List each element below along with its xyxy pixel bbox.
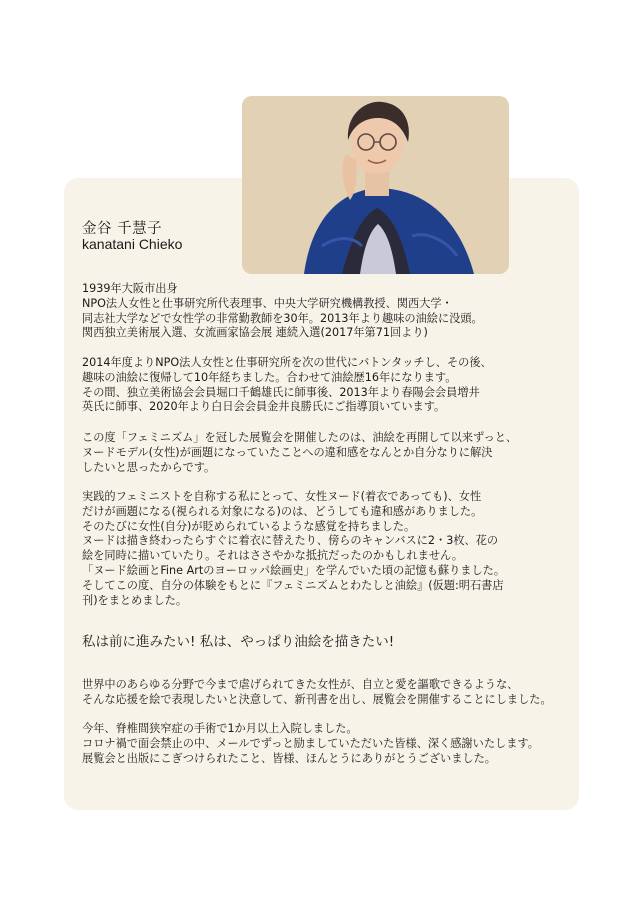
portrait-photo xyxy=(242,96,509,274)
story-line: 実践的フェミニストを自称する私にとって、女性ヌード(着衣であっても)、女性 xyxy=(82,490,482,503)
bio-line: NPO法人女性と仕事研究所代表理事、中央大学研究機構教授、関西大学・ xyxy=(82,296,453,310)
bio-line: 1939年大阪市出身 xyxy=(82,282,178,295)
motive-line: したいと思ったからです。 xyxy=(82,460,216,474)
motive-paragraph xyxy=(82,431,562,475)
bio-line: 同志社大学などで女性学の非常勤教師を30年。2013年より趣味の油絵に没頭。 xyxy=(82,311,483,325)
thanks-line: 展覧会と出版にこぎつけられたこと、皆様、ほんとうにありがとうございました。 xyxy=(82,751,496,765)
headline-statement: 私は前に進みたい! 私は、やっぱり油絵を描きたい! xyxy=(82,634,395,650)
story-line: そしてこの度、自分の体験をもとに『フェミニズムとわたしと油絵』(仮題:明石書店 xyxy=(82,578,504,592)
motive-line: この度「フェミニズム」を冠した展覧会を開催したのは、油絵を再開して以来ずっと、 xyxy=(82,431,518,444)
thanks-line: コロナ禍で面会禁止の中、メールでずっと励ましていただいた皆様、深く感謝いたします。 xyxy=(82,736,539,750)
story-line: 刊)をまとめました。 xyxy=(82,593,188,607)
story-paragraph xyxy=(82,490,562,608)
story-line: 絵を同時に描いていたり。それはささやかな抵抗だったのかもしれません。 xyxy=(82,549,464,563)
mission-line: 世界中のあらゆる分野で今まで虐げられてきた女性が、自立と愛を謳歌できるような、 xyxy=(82,678,519,691)
name-romanized: kanatani Chieko xyxy=(82,236,183,252)
thanks-line: 今年、脊椎間狭窄症の手術で1か月以上入院しました。 xyxy=(82,722,358,735)
story-line: 「ヌード絵画とFine Artのヨーロッパ絵画史」を学んでいた頃の記憶も蘇りました。 xyxy=(82,563,506,577)
portrait-image xyxy=(242,96,509,274)
career-line: 趣味の油絵に復帰して10年経ちました。合わせて油絵歴16年になります。 xyxy=(82,370,457,384)
story-line: ヌードは描き終わったらすぐに着衣に替えたり、傍らのキャンバスに2・3枚、花の xyxy=(82,534,499,548)
name-japanese: 金谷 千慧子 xyxy=(82,221,163,237)
career-paragraph xyxy=(82,356,562,415)
bio-line: 関西独立美術展入選、女流画家協会展 連続入選(2017年第71回より) xyxy=(82,326,428,340)
mission-line: そんな応援を絵で表現したいと決意して、新刊書を出し、展覧会を開催することにしました。 xyxy=(82,692,552,706)
career-line: 2014年度よりNPO法人女性と仕事研究所を次の世代にバトンタッチし、その後、 xyxy=(82,356,492,369)
thanks-paragraph xyxy=(82,722,562,766)
career-line: 英氏に師事、2020年より白日会会員金井良勝氏にご指導頂いています。 xyxy=(82,400,446,414)
story-line: だけが画題になる(視られる対象になる)のは、どうしても違和感がありました。 xyxy=(82,504,483,518)
mission-paragraph xyxy=(82,678,562,708)
story-line: そのたびに女性(自分)が貶められているような感覚を持ちました。 xyxy=(82,519,416,533)
career-line: その間、独立美術協会会員堀口千鶴雄氏に師事後、2013年より春陽会会員増井 xyxy=(82,385,480,399)
motive-line: ヌードモデル(女性)が画題になっていたことへの違和感をなんとか自分なりに解決 xyxy=(82,445,493,459)
bio-paragraph xyxy=(82,282,562,341)
